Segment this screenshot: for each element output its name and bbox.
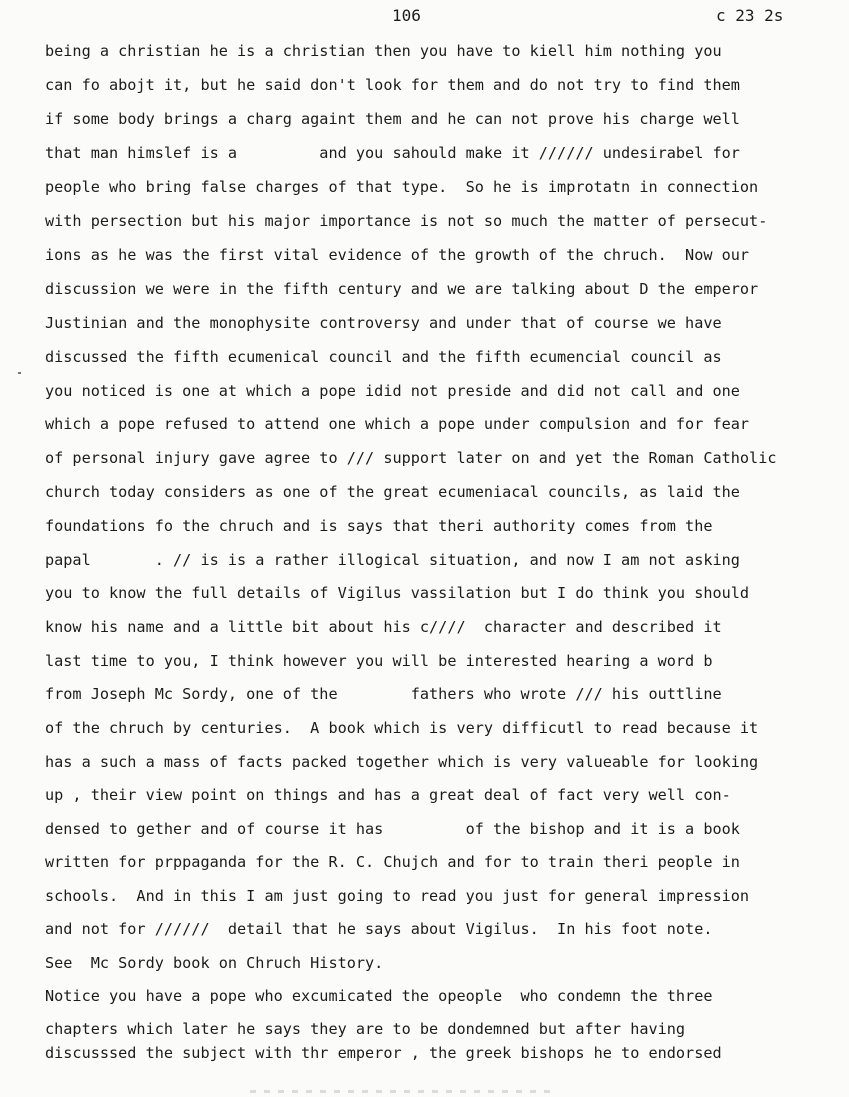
text-line-24: densed to gether and of course it has of the bishop and it is a book (45, 820, 740, 838)
text-line-10: discussed the fifth ecumenical council and the fifth ecumencial council as (45, 348, 722, 366)
text-line-25: written for prppaganda for the R. C. Chujch and for to train theri people in (45, 853, 740, 871)
text-line-27: and not for ////// detail that he says about Vigilus. In his foot note. (45, 920, 713, 938)
text-line-8: discussion we were in the fifth century and we are talking about D the emperor (45, 280, 759, 298)
scan-artifact (250, 1090, 550, 1093)
margin-mark (18, 372, 21, 374)
text-line-13: of personal injury gave agree to /// support later on and yet the Roman Catholic (45, 449, 777, 467)
text-line-3: if some body brings a charg againt them and he can not prove his charge well (45, 110, 740, 128)
text-line-31: discusssed the subject with thr emperor , the greek bishops he to endorsed (45, 1044, 722, 1062)
text-line-18: know his name and a little bit about his c//// character and described it (45, 618, 722, 636)
text-line-19: last time to you, I think however you will be interested hearing a word b (45, 652, 713, 670)
text-line-7: ions as he was the first vital evidence of the growth of the chruch. Now our (45, 246, 750, 264)
text-line-6: with persection but his major importance is not so much the matter of persecut- (45, 212, 768, 230)
text-line-4: that man himslef is a and you sahould make it ////// undesirabel for (45, 144, 740, 162)
text-line-14: church today considers as one of the great ecumeniacal councils, as laid the (45, 483, 740, 501)
text-line-11: you noticed is one at which a pope idid not preside and did not call and one (45, 382, 740, 400)
text-line-20: from Joseph Mc Sordy, one of the fathers who wrote /// his outtline (45, 685, 722, 703)
text-line-23: up , their view point on things and has a great deal of fact very well con- (45, 786, 731, 804)
text-line-22: has a such a mass of facts packed together which is very valueable for looking (45, 753, 759, 771)
text-line-17: you to know the full details of Vigilus vassilation but I do think you should (45, 584, 750, 602)
text-line-2: can fo abojt it, but he said don't look for them and do not try to find them (45, 76, 740, 94)
text-line-29: Notice you have a pope who excumicated the opeople who condemn the three (45, 987, 713, 1005)
text-line-16: papal . // is is a rather illogical situation, and now I am not asking (45, 551, 740, 569)
text-line-28: See Mc Sordy book on Chruch History. (45, 954, 384, 972)
text-line-21: of the chruch by centuries. A book which is very difficutl to read because it (45, 719, 759, 737)
text-line-30: chapters which later he says they are to be dondemned but after having (45, 1020, 686, 1038)
document-code: c 23 2s (716, 6, 784, 25)
text-line-9: Justinian and the monophysite controversy and under that of course we have (45, 314, 722, 332)
text-line-12: which a pope refused to attend one which a pope under compulsion and for fear (45, 415, 750, 433)
text-line-15: foundations fo the chruch and is says that theri authority comes from the (45, 517, 713, 535)
text-line-26: schools. And in this I am just going to read you just for general impression (45, 887, 750, 905)
text-line-5: people who bring false charges of that type. So he is improtatn in connection (45, 178, 759, 196)
text-line-1: being a christian he is a christian then you have to kiell him nothing you (45, 42, 722, 60)
page-number: 106 (392, 6, 421, 25)
